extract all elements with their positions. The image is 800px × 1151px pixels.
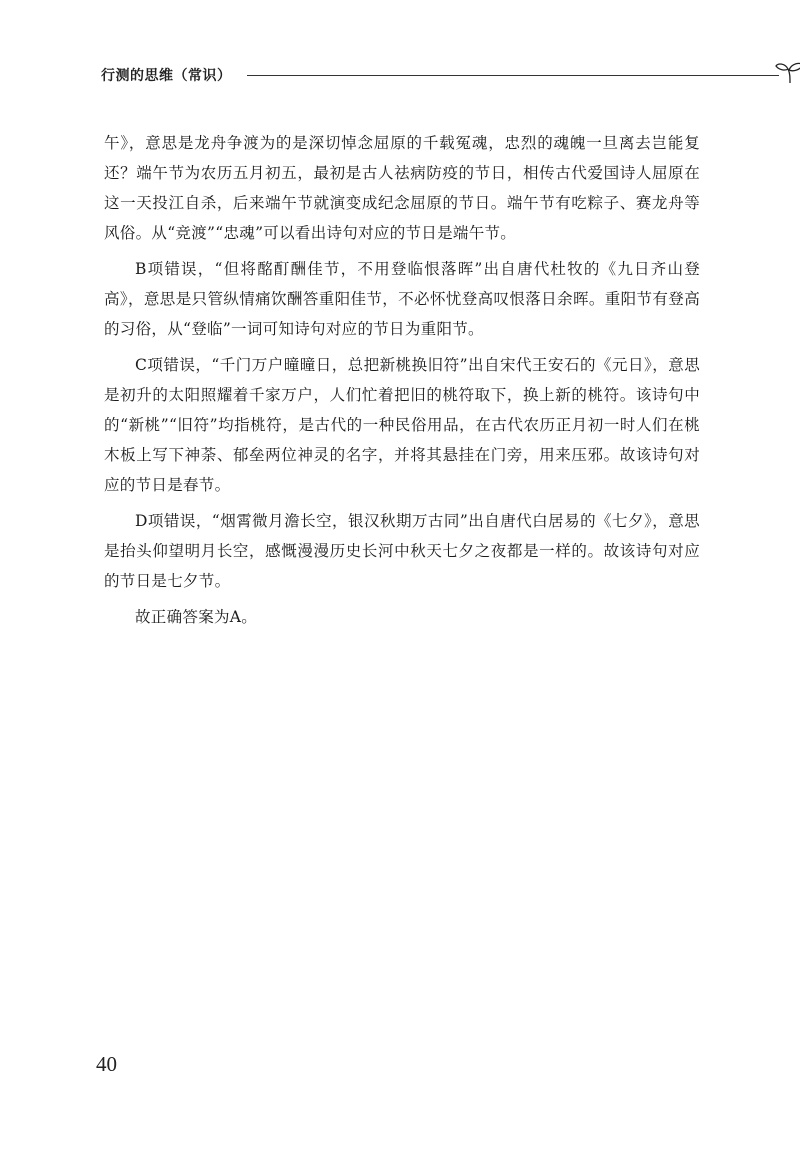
paragraph-option-c: C项错误，“千门万户曈曈日，总把新桃换旧符”出自宋代王安石的《元日》，意思是初升的太阳照耀着千家万户，人们忙着把旧的桃符取下，换上新的桃符。该诗句中的“新桃”“旧符”均指桃符，是古代的一种民俗用品，在古代农历正月初一时人们在桃木板上写下神荼、郁垒两位神灵的名字，并将其悬挂在门旁，用来压邪。故该诗句对应的节日是春节。	[104, 356, 700, 494]
header-rule	[247, 75, 779, 76]
page-number: 40	[96, 1052, 117, 1076]
paragraph-option-d: D项错误，“烟霄微月澹长空，银汉秋期万古同”出自唐代白居易的《七夕》，意思是抬头仰望明月长空，感慨漫漫历史长河中秋天七夕之夜都是一样的。故该诗句对应的节日是七夕节。	[104, 512, 700, 590]
paragraph-option-b: B项错误，“但将酩酊酬佳节，不用登临恨落晖”出自唐代杜牧的《九日齐山登高》，意思是只管纵情痛饮酬答重阳佳节，不必怀忧登高叹恨落日余晖。重阳节有登高的习俗，从“登临”一词可知诗句对应的节日为重阳节。	[104, 260, 700, 338]
header-title: 行测的思维（常识）	[101, 68, 232, 84]
sprout-icon	[773, 60, 800, 84]
body-text	[104, 128, 700, 638]
running-header	[101, 60, 706, 90]
paragraph-answer: 故正确答案为A。	[135, 608, 258, 626]
paragraph-continuation: 午》，意思是龙舟争渡为的是深切悼念屈原的千载冤魂，忠烈的魂魄一旦离去岂能复还？端午节为农历五月初五，最初是古人祛病防疫的节日，相传古代爱国诗人屈原在这一天投江自杀，后来端午节就演变成纪念屈原的节日。端午节有吃粽子、赛龙舟等风俗。从“竞渡”“忠魂”可以看出诗句对应的节日是端午节。	[104, 134, 700, 242]
